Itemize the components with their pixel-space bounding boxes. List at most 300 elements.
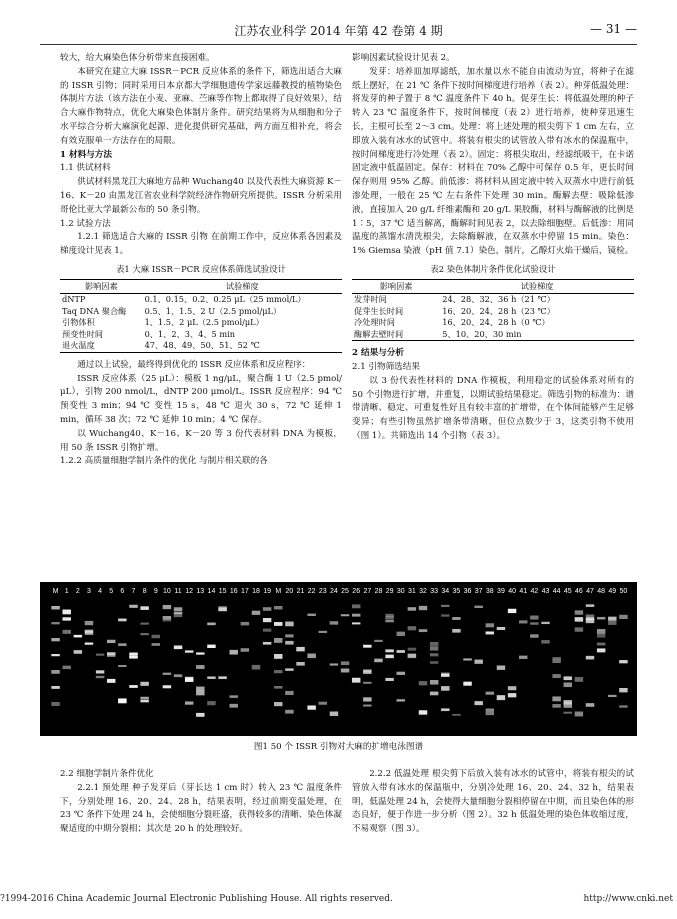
gel-band [586, 617, 594, 620]
gel-band [185, 650, 193, 652]
lane-label: 50 [619, 588, 628, 595]
table-row [60, 294, 342, 306]
section-heading: 1 材料与方法 [60, 149, 112, 160]
gel-band [397, 699, 405, 701]
gel-band [229, 695, 237, 698]
lane-label: 11 [174, 588, 182, 595]
gel-band [474, 606, 482, 608]
gel-band [62, 610, 70, 615]
gel-band [564, 676, 572, 680]
paragraph: 2.2.1 预处理 种子发芽后（芽长达 1 cm 时）转入 23 ℃ 温度条件下，分别处理 16、20、24、28 h，结果表明，经过前期变温处理，在 23 ℃ 条件下处理 24 h，会使细胞分裂旺盛，获得较多的清晰、染色体凝聚适度的中期分裂相；其次是 20 h 的处理较好。 [60, 782, 342, 835]
gel-band [274, 638, 282, 643]
table-row [352, 306, 634, 318]
gel-band [363, 645, 371, 648]
gel-band [274, 622, 282, 626]
gel-band [274, 654, 282, 659]
table-cell: dNTP [62, 294, 86, 305]
lane-label: 32 [419, 588, 427, 595]
paragraph: 较大，给大麻染色体分析带来直接困难。 [60, 53, 215, 63]
gel-band [441, 674, 449, 677]
gel-band [408, 607, 416, 610]
gel-band [363, 697, 371, 701]
gel-band [174, 612, 182, 615]
gel-band [608, 695, 616, 697]
gel-band [619, 615, 627, 619]
copyright-notice: ?1994-2016 China Academic Journal Electronic Publishing House. All rights reserved. [0, 894, 393, 904]
gel-band [352, 604, 360, 608]
gel-band [218, 676, 226, 679]
gel-band [341, 669, 349, 673]
lane-label: 39 [497, 588, 505, 595]
lane-label: 29 [385, 588, 394, 595]
table-header: 试验梯度 [143, 279, 342, 294]
gel-band [296, 647, 304, 651]
paragraph: 1.2.1 筛选适合大麻的 ISSR 引物 在前期工作中，反应体系各因素及梯度设计见表 1。 [60, 232, 342, 257]
gel-band [541, 622, 549, 624]
gel-band [519, 620, 527, 623]
bottom-right-column [352, 768, 634, 837]
gel-band [397, 632, 405, 636]
gel-band [474, 701, 482, 705]
gel-band [552, 674, 560, 678]
gel-band [140, 623, 148, 625]
gel-svg [40, 582, 637, 736]
lane-label: 17 [240, 588, 249, 595]
table-row [60, 306, 342, 318]
table-cell: 促芽生长时间 [354, 305, 404, 316]
lane-label: 26 [352, 588, 361, 595]
gel-band [564, 700, 572, 704]
source-url: http://www.cnki.net [583, 894, 673, 904]
gel-band [118, 665, 126, 667]
gel-band [163, 685, 171, 688]
gel-band [51, 686, 59, 689]
gel-band [196, 691, 204, 696]
gel-band [352, 622, 360, 624]
gel-band [85, 643, 93, 645]
lane-label: 31 [407, 588, 416, 595]
gel-band [397, 672, 405, 675]
gel-band [285, 641, 293, 645]
gel-band [51, 702, 59, 706]
gel-band [497, 695, 505, 700]
gel-band [564, 712, 572, 714]
gel-band [363, 670, 371, 672]
lane-label: 21 [296, 588, 305, 595]
gel-band [118, 699, 126, 703]
gel-band [430, 661, 438, 664]
lane-label: 28 [374, 588, 383, 595]
gel-band [252, 611, 260, 615]
right-column [352, 52, 634, 444]
gel-band [51, 638, 59, 641]
gel-band [140, 682, 148, 686]
table-2 [352, 279, 634, 342]
gel-band [51, 670, 59, 674]
gel-band [341, 614, 349, 616]
gel-band [374, 659, 382, 663]
lane-label: 35 [452, 588, 461, 595]
gel-band [530, 616, 538, 620]
lane-label: 22 [307, 588, 316, 595]
lane-label: 13 [196, 588, 205, 595]
gel-band [575, 627, 583, 631]
lane-label: 6 [120, 588, 125, 595]
gel-band [385, 655, 393, 659]
gel-band [341, 661, 349, 665]
gel-band [463, 682, 471, 686]
table-cell: 0.1、0.15、0.2、0.25 μL（25 mmol/L） [144, 294, 306, 305]
paragraph: 1.2.2 高质量细胞学制片条件的优化 与制片相关联的各 [60, 456, 268, 467]
gel-band [129, 656, 137, 658]
gel-band [586, 656, 594, 660]
table-cell: 酶解去壁时间 [352, 329, 440, 341]
gel-band [486, 631, 494, 634]
bottom-left-column [60, 768, 342, 837]
gel-band [140, 697, 148, 699]
figure-caption: 图1 50 个 ISSR 引物对大麻的扩增电泳图谱 [253, 742, 424, 752]
gel-band [452, 714, 460, 716]
gel-band [174, 645, 182, 649]
gel-band [196, 713, 204, 717]
gel-band [597, 643, 605, 646]
table-1 [60, 279, 342, 353]
gel-band [107, 679, 115, 683]
gel-band [430, 692, 438, 696]
gel-band [575, 617, 583, 622]
gel-band [597, 617, 605, 620]
lane-label: 16 [229, 588, 238, 595]
gel-band [408, 626, 416, 630]
gel-band [619, 705, 627, 708]
gel-band [508, 686, 516, 690]
gel-band [274, 702, 282, 706]
lane-label: 27 [363, 588, 372, 595]
gel-band [508, 609, 516, 613]
gel-band [207, 623, 215, 626]
gel-band [441, 614, 449, 616]
gel-band [408, 648, 416, 651]
gel-band [463, 658, 471, 660]
paragraph: 2.2.2 低温处理 根尖剪下后放入装有冰水的试管中，将装有根尖的试管放入带有冰水的保温瓶中，分别冷处理 16、20、24、32 h，结果表明，低温处理 24 h，会使得大量细胞分裂相停留在中期，而且染色体的形态良好，便于作进一步分析（图 2）。32 h 低温处理的染色体收缩过度，不易观察（图 3）。 [352, 769, 634, 835]
gel-band [552, 657, 560, 659]
gel-band [107, 640, 115, 643]
gel-band [285, 691, 293, 695]
lane-label: 23 [318, 588, 327, 595]
lane-label: 18 [252, 588, 260, 595]
gel-band [207, 676, 215, 678]
gel-band [96, 670, 104, 673]
gel-band [263, 629, 271, 632]
gel-band [619, 688, 627, 692]
lane-label: 1 [64, 588, 69, 595]
journal-title: 江苏农业科学 2014 年第 42 卷第 4 期 [234, 24, 443, 38]
gel-band [229, 650, 237, 655]
lane-label: 30 [396, 588, 405, 595]
lane-label: 20 [285, 588, 294, 595]
lane-label: 40 [508, 588, 516, 595]
lane-label: 2 [75, 588, 80, 595]
gel-band [140, 700, 148, 703]
table-row [60, 317, 342, 329]
gel-band [530, 622, 538, 624]
gel-band [163, 616, 171, 619]
gel-band [285, 634, 293, 637]
gel-band [263, 607, 271, 611]
gel-band [419, 629, 427, 632]
gel-band [129, 685, 137, 688]
gel-band [397, 650, 405, 653]
gel-band [252, 665, 260, 670]
gel-band [330, 663, 338, 665]
lane-label: 43 [541, 588, 550, 595]
table-header: 影响因素 [60, 279, 143, 294]
gel-band [486, 623, 494, 627]
table-row [60, 329, 342, 341]
gel-band [552, 704, 560, 708]
table-cell: 5、10、20、30 min [440, 329, 634, 341]
gel-band [374, 640, 382, 642]
gel-band [552, 659, 560, 663]
subsection-heading: 1.2 试验方法 [60, 218, 111, 229]
gel-band [530, 634, 538, 637]
table-cell: 0、1、2、3、4、5 min [144, 328, 236, 339]
gel-band [441, 708, 449, 711]
gel-band [274, 686, 282, 689]
lane-label: 12 [185, 588, 194, 595]
gel-band [241, 648, 249, 652]
gel-band [541, 640, 549, 644]
gel-band [363, 672, 371, 674]
gel-band [319, 702, 327, 705]
gel-band [196, 652, 204, 654]
gel-band [274, 670, 282, 673]
paragraph: ISSR 反应体系（25 μL）：模板 1 ng/μL，聚合酶 1 U（2.5 pmol/μL），引物 200 nmol/L，dNTP 200 μmol/L。ISSR 反应程序：94 ℃ 预变性 3 min；94 ℃ 变性 15 s，48 ℃ 退火 30 s，72 ℃ 延伸 1 min，循环 38 次；72 ℃ 延伸 10 min；4 ℃ 保存。 [60, 373, 342, 425]
table-cell: 16、20、24、28 h（0 ℃） [442, 317, 550, 328]
lane-label: 14 [207, 588, 216, 595]
gel-band [85, 630, 93, 635]
gel-band [486, 692, 494, 695]
section-heading: 2 结果与分析 [352, 348, 404, 359]
gel-band [96, 676, 104, 678]
gel-band [196, 687, 204, 691]
lane-label: 19 [263, 588, 272, 595]
gel-band [307, 653, 315, 658]
gel-band [62, 617, 70, 620]
gel-band [608, 620, 616, 625]
lane-label: 24 [330, 588, 338, 595]
subsection-heading: 2.1 引物筛选结果 [352, 362, 420, 373]
gel-band [586, 604, 594, 607]
table-caption: 表2 染色体制片条件优化试验设计 [430, 263, 556, 274]
lane-label: 48 [597, 588, 606, 595]
gel-band [486, 708, 494, 710]
lane-label: 36 [463, 588, 472, 595]
gel-band [285, 622, 293, 627]
table-row [60, 340, 342, 352]
lane-label: 8 [142, 588, 147, 595]
gel-band [597, 648, 605, 652]
gel-band [285, 710, 293, 714]
table-cell: 发芽时间 [354, 294, 387, 305]
gel-band [441, 605, 449, 607]
gel-band [185, 701, 193, 704]
gel-band [330, 712, 338, 716]
gel-band [452, 617, 460, 620]
table-cell: 0.5、1、1.5、2 U（2.5 pmol/μL） [144, 305, 282, 316]
gel-band [430, 642, 438, 646]
paragraph: 通过以上试验，最终得到优化的 ISSR 反应体系和反应程序： [77, 359, 311, 370]
gel-band [85, 621, 93, 625]
page-number: — 31 — [590, 22, 637, 36]
table-row [352, 317, 634, 329]
lane-label: 7 [131, 588, 136, 595]
lane-label: 9 [153, 588, 158, 595]
subsection-heading: 1.1 供试材料 [60, 163, 111, 174]
table-header: 影响因素 [352, 279, 440, 294]
paragraph: 供试材料黑龙江大麻地方品种 Wuchang40 以及代表性大麻资源 K－16、K－20 由黑龙江省农业科学院经济作物研究所提供。ISSR 分析采用哥伦比亚大学最新公布的 50 条引物。 [60, 177, 342, 215]
table-cell: 引物体积 [62, 317, 95, 328]
gel-band [352, 614, 360, 617]
lane-label: 3 [87, 588, 91, 595]
gel-band [430, 653, 438, 656]
lane-label: 44 [552, 588, 561, 595]
table-cell: 24、28、32、36 h（21 ℃） [442, 294, 555, 305]
paragraph: 以 3 份代表性材料的 DNA 作模板，利用稳定的试验体系对所有的 50 个引物进行扩增，并重复，以期试验结果稳定。筛选引物的标准为：谱带清晰、稳定、可重复性好且有较丰富的扩增带，在个体间能够产生足够变异；有些引物虽然扩增条带清晰，但位点数少于 3，这类引物不使用（图 1）。共筛选出 14 个引物（表 3）。 [352, 375, 634, 442]
gel-electrophoresis-image [40, 582, 637, 736]
lane-label: M [52, 588, 59, 595]
gel-band [385, 616, 393, 619]
gel-band [163, 605, 171, 609]
gel-band [441, 686, 449, 691]
gel-band [74, 635, 82, 638]
gel-band [330, 621, 338, 624]
lane-label: 4 [98, 588, 103, 595]
paragraph: 以 Wuchang40、K－16、K－20 等 3 份代表材料 DNA 为模板，用 50 条 ISSR 引物扩增。 [60, 428, 342, 453]
gel-band [152, 643, 160, 646]
lane-label: 38 [485, 588, 494, 595]
gel-band [62, 630, 70, 634]
gel-band [274, 606, 282, 609]
table-cell: 47、48、49、50、51、52 ℃ [143, 340, 342, 352]
gel-band [51, 622, 59, 624]
table-cell: 退火温度 [60, 340, 143, 352]
gel-band [218, 608, 226, 611]
gel-band [385, 678, 393, 681]
table-cell: 预变性时间 [62, 328, 103, 339]
gel-band [474, 660, 482, 664]
gel-band [597, 629, 605, 634]
gel-band [241, 622, 249, 625]
gel-band [497, 665, 505, 669]
lane-label: 46 [574, 588, 583, 595]
lane-label: 34 [441, 588, 450, 595]
paragraph: 发芽：培养皿加厚滤纸，加水量以水不能自由流动为宜，将种子在滤纸上摆好，在 21 ℃ 条件下按时间梯度进行培养（表 2）。种芽低温处理：将发芽的种子置于 8 ℃ 温度条件下 40 h。促芽生长：将低温处理的种子转入 23 ℃ 温度条件下，按时间梯度（表 2）进行培养，使种芽迅速生长，主根可长至 2～3 cm。处理：将上述处理的根尖剪下 1 cm 左右，立即放入装有冰水的试管中。将装有根尖的试管放入带有冰水的保温瓶中，按时间梯度进行冷处理（表 2）。固定：将根尖取出，经滤纸吸干，在卡诺固定液中低温固定。保存：材料在 70% 乙醇中可保存 0.5 年，更长时间保存则用 95% 乙醇。前低渗：将材料从固定液中转入双蒸水中进行前低渗处理，一般在 25 ℃ 左右条件下处理 30 min。酶解去壁：吸除低渗液，直接加入 20 g/L 纤维素酶和 20 g/L 果胶酶，材料与酶解液的比例是 1∶5，37 ℃ 适当解离，酶解时间见表 2，以去除细胞壁。后低渗：用同温度的蒸馏水清洗根尖，去除酶解液，在双蒸水中停留 15 min。染色：1% Giemsa 染液（pH 值 7.1）染色，制片，乙醇灯火焰干燥后，镜检。 [352, 66, 634, 257]
table-cell: 16、20、24、28 h（23 ℃） [442, 305, 555, 316]
gel-band [519, 656, 527, 659]
gel-band [408, 654, 416, 658]
gel-band [452, 629, 460, 633]
gel-band [118, 619, 126, 622]
gel-band [575, 610, 583, 614]
gel-band [363, 682, 371, 684]
gel-band [486, 710, 494, 715]
subsection-heading: 2.2 细胞学制片条件优化 [60, 769, 154, 779]
gel-band [174, 674, 182, 677]
gel-band [352, 678, 360, 683]
table-cell: 冷处理时间 [354, 317, 395, 328]
gel-band [51, 654, 59, 656]
lane-label: 25 [341, 588, 349, 595]
gel-band [419, 606, 427, 610]
gel-band [129, 605, 137, 608]
gel-band [619, 660, 627, 663]
lane-label: 47 [586, 588, 594, 595]
gel-band [508, 693, 516, 697]
lane-label: M [275, 588, 282, 595]
gel-band [307, 614, 315, 616]
gel-band [419, 710, 427, 714]
gel-band [51, 606, 59, 609]
gel-band [552, 696, 560, 701]
table-row [352, 329, 634, 341]
lane-label: 41 [519, 588, 528, 595]
gel-band [74, 650, 82, 654]
gel-band [564, 682, 572, 687]
lane-label: 49 [608, 588, 617, 595]
gel-band [118, 643, 126, 646]
table-cell: 1、1.5、2 μL（2.5 pmol/μL） [144, 317, 264, 328]
gel-band [586, 703, 594, 707]
gel-band [385, 620, 393, 622]
lane-label: 37 [474, 588, 483, 595]
gel-band [497, 627, 505, 630]
paragraph: 本研究在建立大麻 ISSR－PCR 反应体系的条件下，筛选出适合大麻的 ISSR 引物；同时采用日本京都大学细胞遗传学家远藤教授的植物染色体制片方法（该方法在小麦、亚麻、苎麻等作物上都取得了良好效果），结合大麻作物特点，优化大麻染色体制片条件。研究结果将为从细胞和分子水平综合分析大麻演化起源、进化提供研究基础，两方面互相补充，将会有效克服单一方法存在的局限。 [60, 66, 342, 146]
gel-band [430, 646, 438, 650]
gel-band [419, 681, 427, 685]
gel-band [263, 618, 271, 622]
gel-band [174, 607, 182, 611]
gel-band [263, 642, 271, 645]
running-header [40, 18, 637, 45]
gel-band [196, 665, 204, 669]
gel-band [207, 701, 215, 705]
lane-label: 15 [218, 588, 227, 595]
gel-band [140, 633, 148, 635]
lane-label: 10 [163, 588, 171, 595]
left-column [60, 52, 342, 469]
gel-band [185, 679, 193, 682]
lane-label: 45 [563, 588, 572, 595]
gel-band [575, 711, 583, 716]
gel-band [152, 635, 160, 638]
table-row [352, 294, 634, 306]
gel-band [96, 654, 104, 656]
gel-band [140, 606, 148, 610]
gel-band [229, 704, 237, 708]
gel-band [107, 652, 115, 655]
gel-band [285, 668, 293, 670]
gel-band [575, 677, 583, 682]
gel-band [296, 662, 304, 666]
gel-band [319, 631, 327, 633]
gel-band [62, 666, 70, 669]
gel-band [430, 680, 438, 685]
gel-band [608, 617, 616, 621]
table-caption: 表1 大麻 ISSR－PCR 反应体系筛选试验设计 [116, 263, 286, 274]
lane-label: 33 [430, 588, 439, 595]
table-cell: Taq DNA 聚合酶 [62, 305, 127, 316]
